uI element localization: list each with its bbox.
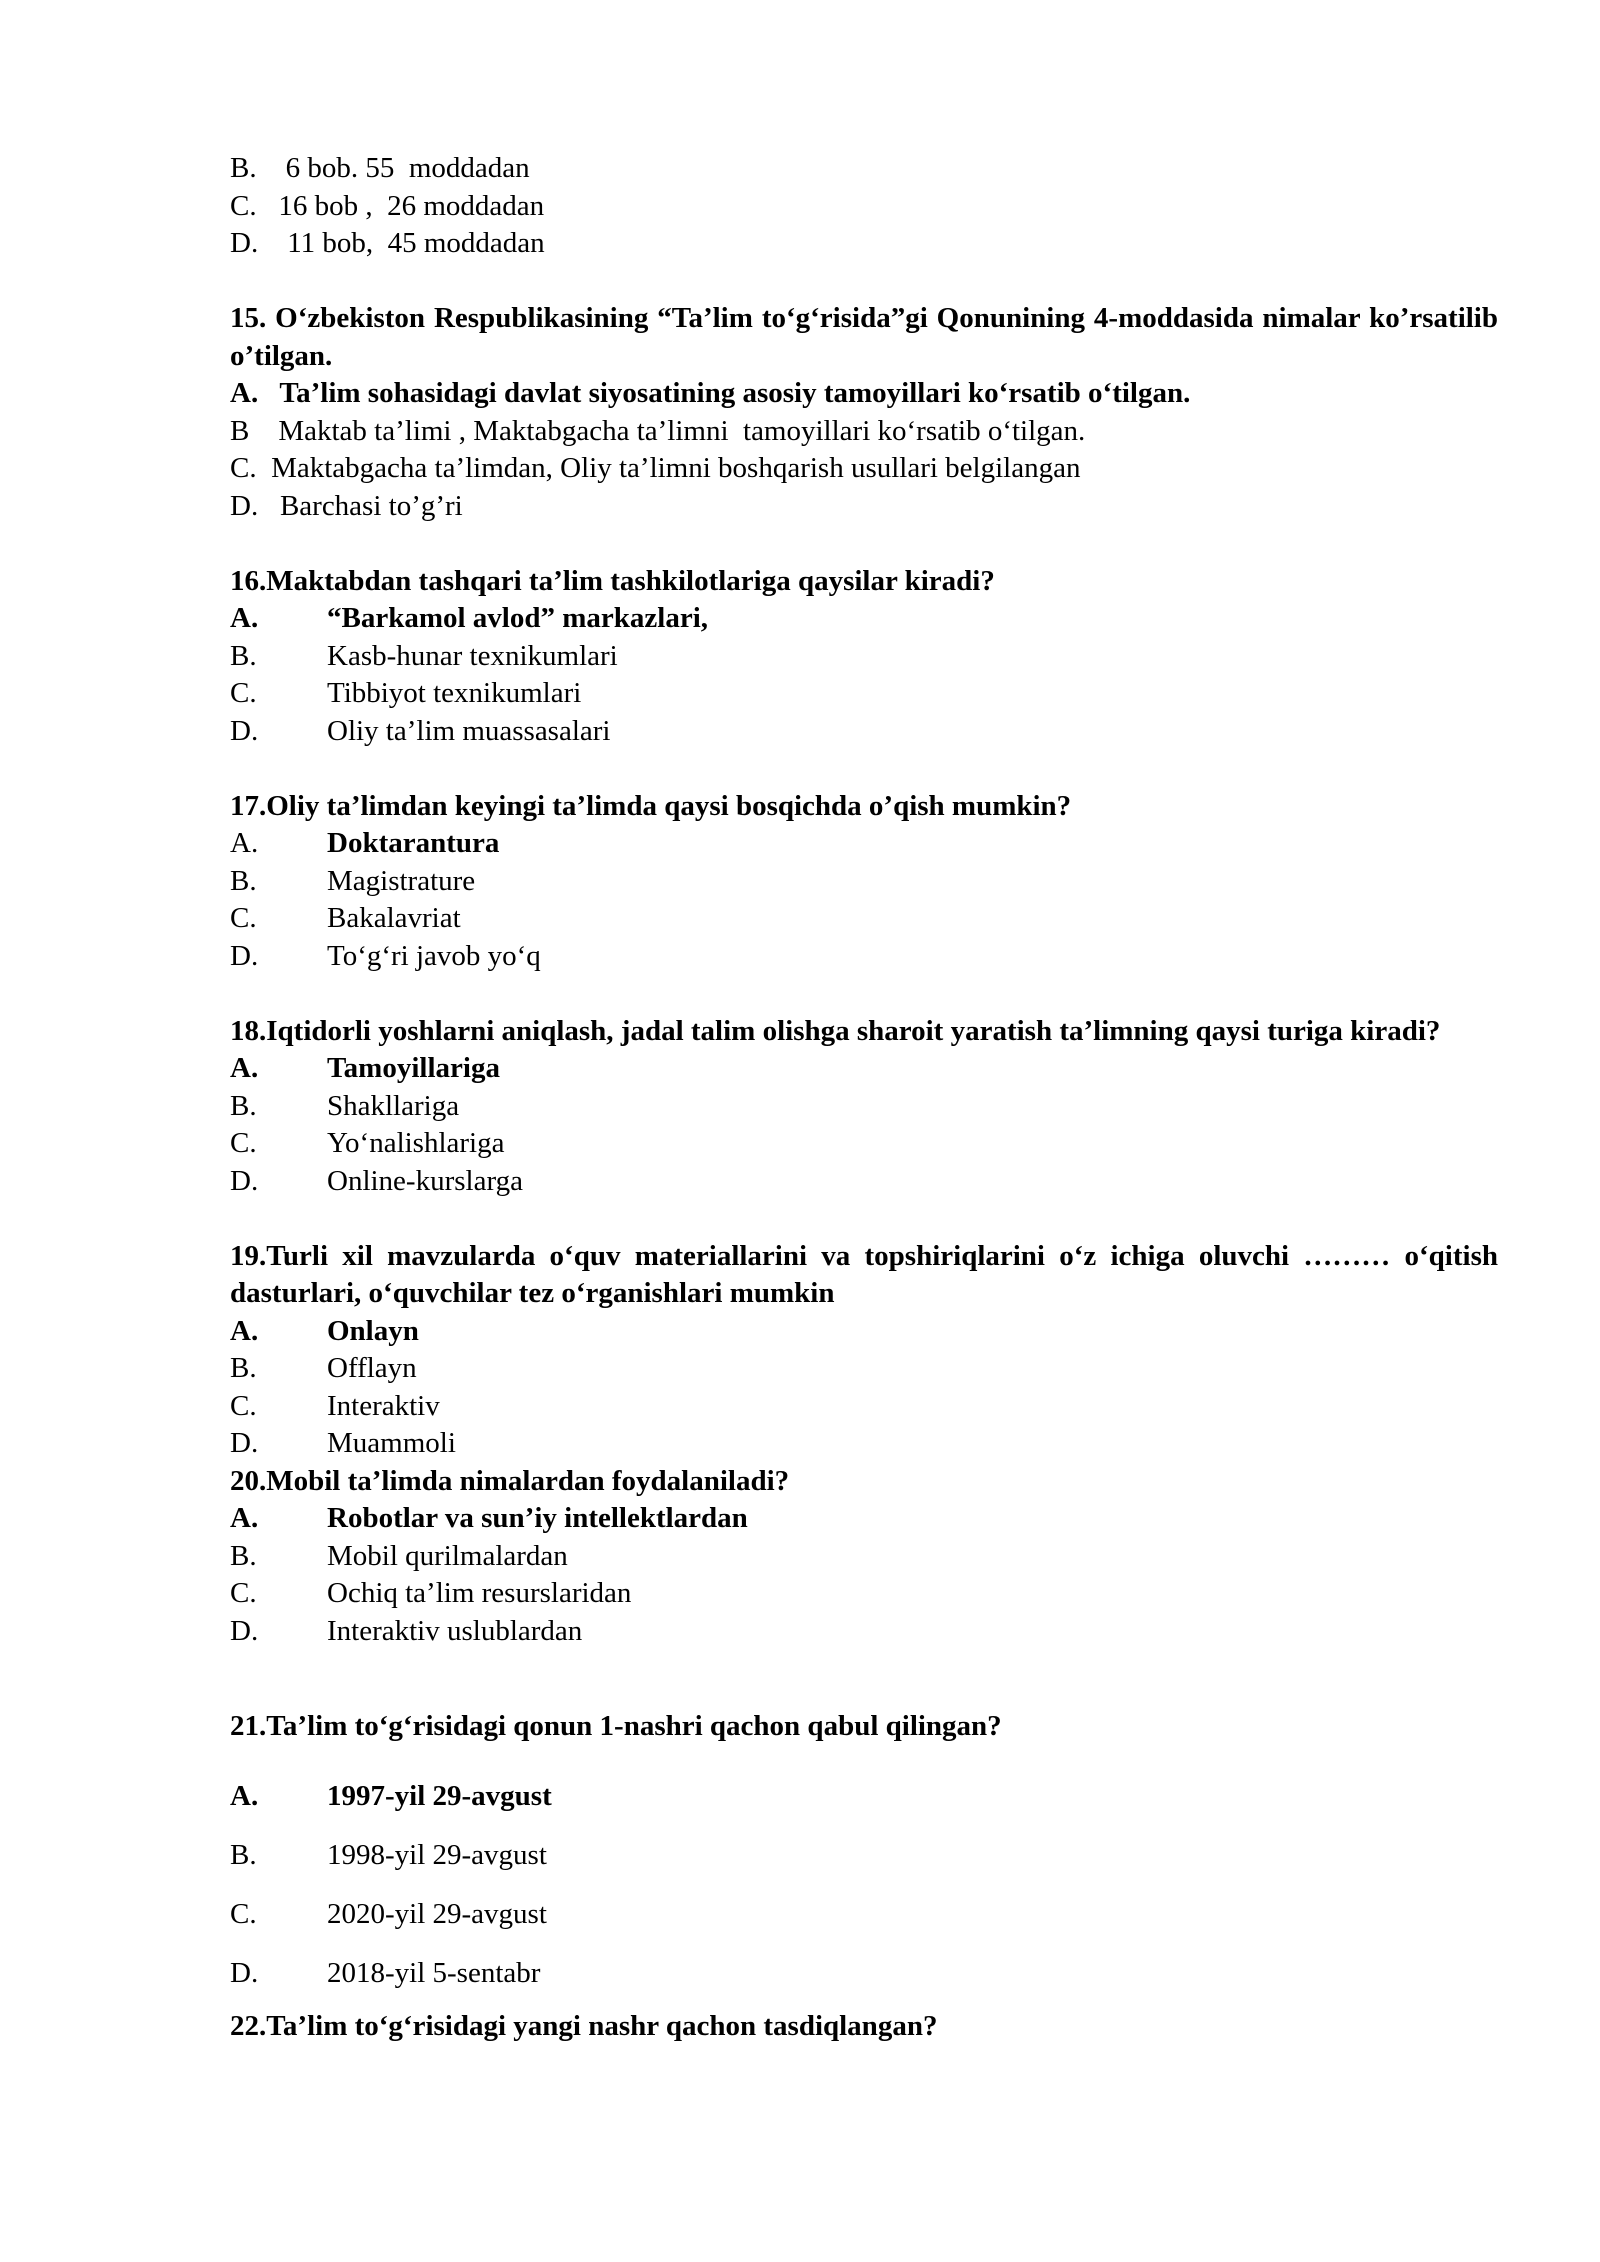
option-c: C. 16 bob , 26 moddadan — [230, 189, 545, 222]
option-d — [230, 1944, 1498, 2003]
option-text: 1997-yil 29-avgust — [327, 1779, 552, 1812]
prev-question-options — [230, 150, 1498, 263]
option-b: B Maktab ta’limi , Maktabgacha ta’limni tamoyillari ko‘rsatib o‘tilgan. — [230, 414, 1086, 447]
option-letter: C. — [230, 677, 257, 709]
option-letter: C. — [230, 1127, 257, 1159]
option-d — [230, 1613, 1498, 1651]
option-letter: A. — [230, 1779, 259, 1812]
option-c — [230, 675, 1498, 713]
option-text: Interaktiv — [327, 1389, 440, 1422]
option-text: Shakllariga — [327, 1089, 460, 1122]
question-21 — [230, 1708, 1498, 2003]
document-page — [230, 150, 1498, 2049]
option-text: Tamoyillariga — [327, 1052, 500, 1084]
question-text: 17.Oliy ta’limdan keyingi ta’limda qaysi bosqichda o’qish mumkin? — [230, 789, 1072, 822]
option-letter: A. — [230, 602, 259, 634]
option-letter: D. — [230, 1956, 259, 1989]
option-text: Kasb-hunar texnikumlari — [327, 639, 618, 672]
option-c — [230, 1125, 1498, 1163]
option-text: Online-kurslarga — [327, 1164, 523, 1197]
option-d — [230, 1163, 1498, 1201]
question-text: 20.Mobil ta’limda nimalardan foydalaniladi? — [230, 1464, 790, 1497]
option-letter: B. — [230, 864, 257, 897]
option-letter: D. — [230, 714, 259, 747]
question-18 — [230, 1013, 1498, 1201]
option-text: Offlayn — [327, 1352, 417, 1384]
option-c — [230, 1575, 1498, 1613]
option-letter: D. — [230, 1164, 259, 1197]
option-letter: B. — [230, 1539, 257, 1572]
question-text: 22.Ta’lim to‘g‘risidagi yangi nashr qachon tasdiqlangan? — [230, 2009, 938, 2042]
option-b: B. 6 bob. 55 moddadan — [230, 152, 530, 184]
option-a — [230, 600, 1498, 638]
option-b — [230, 1538, 1498, 1576]
option-letter: D. — [230, 939, 259, 972]
question-15 — [230, 300, 1498, 525]
question-19 — [230, 1238, 1498, 1463]
question-22 — [230, 2003, 1498, 2049]
option-letter: A. — [230, 1314, 259, 1347]
option-text: Onlayn — [327, 1314, 419, 1347]
option-text: “Barkamol avlod” markazlari, — [327, 602, 709, 634]
option-c: C. Maktabgacha ta’limdan, Oliy ta’limni boshqarish usullari belgilangan — [230, 452, 1081, 484]
option-d: D. Barchasi to’g’ri — [230, 489, 463, 522]
option-text: Oliy ta’lim muassasalari — [327, 714, 611, 747]
option-letter: A. — [230, 827, 259, 859]
option-a — [230, 1313, 1498, 1351]
option-a — [230, 1767, 1498, 1826]
option-text: Doktarantura — [327, 827, 500, 859]
option-b — [230, 1826, 1498, 1885]
option-d — [230, 938, 1498, 976]
option-letter: C. — [230, 1897, 257, 1930]
question-text: 16.Maktabdan tashqari ta’lim tashkilotlariga qaysilar kiradi? — [230, 564, 995, 597]
option-d — [230, 1425, 1498, 1463]
option-text: Robotlar va sun’iy intellektlardan — [327, 1502, 748, 1534]
question-text: 19.Turli xil mavzularda o‘quv materiallarini va topshiriqlarini o‘z ichiga oluvchi ……… o‘qitish dasturlari, o‘quvchilar tez o‘rganishlari mumkin — [230, 1239, 1498, 1309]
option-letter: D. — [230, 1614, 259, 1647]
option-text: Ochiq ta’lim resurslaridan — [327, 1577, 632, 1609]
option-a — [230, 1500, 1498, 1538]
option-b — [230, 1350, 1498, 1388]
question-16 — [230, 563, 1498, 751]
option-letter: B. — [230, 1089, 257, 1122]
option-letter: B. — [230, 1352, 257, 1384]
option-text: Bakalavriat — [327, 902, 461, 934]
option-text: Yo‘nalishlariga — [327, 1127, 505, 1159]
option-letter: C. — [230, 902, 257, 934]
option-letter: B. — [230, 1838, 257, 1871]
option-text: 2018-yil 5-sentabr — [327, 1956, 541, 1989]
option-letter: A. — [230, 1502, 259, 1534]
option-text: Mobil qurilmalardan — [327, 1539, 568, 1572]
option-b — [230, 863, 1498, 901]
question-text: 18.Iqtidorli yoshlarni aniqlash, jadal talim olishga sharoit yaratish ta’limning qaysi turiga kiradi? — [230, 1014, 1441, 1047]
option-a — [230, 825, 1498, 863]
option-letter: D. — [230, 1427, 259, 1459]
option-text: 2020-yil 29-avgust — [327, 1897, 547, 1930]
option-text: To‘g‘ri javob yo‘q — [327, 939, 541, 972]
question-17 — [230, 788, 1498, 976]
option-c — [230, 1885, 1498, 1944]
option-text: Magistrature — [327, 864, 476, 897]
option-text: Muammoli — [327, 1427, 456, 1459]
question-20 — [230, 1463, 1498, 1651]
question-text: 15. O‘zbekiston Respublikasining “Ta’lim to‘g‘risida”gi Qonunining 4-moddasida nimalar ko’rsatilib o’tilgan. — [230, 302, 1498, 372]
option-d: D. 11 bob, 45 moddadan — [230, 227, 545, 259]
option-text: Tibbiyot texnikumlari — [327, 677, 582, 709]
option-text: 1998-yil 29-avgust — [327, 1838, 547, 1871]
option-letter: C. — [230, 1389, 257, 1422]
option-text: Interaktiv uslublardan — [327, 1614, 583, 1647]
option-a: A. Ta’lim sohasidagi davlat siyosatining asosiy tamoyillari ko‘rsatib o‘tilgan. — [230, 377, 1191, 409]
option-b — [230, 1088, 1498, 1126]
option-c — [230, 900, 1498, 938]
option-letter: C. — [230, 1577, 257, 1609]
question-text: 21.Ta’lim to‘g‘risidagi qonun 1-nashri qachon qabul qilingan? — [230, 1709, 1002, 1742]
option-letter: A. — [230, 1052, 259, 1084]
option-d — [230, 713, 1498, 751]
option-a — [230, 1050, 1498, 1088]
option-c — [230, 1388, 1498, 1426]
option-letter: B. — [230, 639, 257, 672]
option-b — [230, 638, 1498, 676]
